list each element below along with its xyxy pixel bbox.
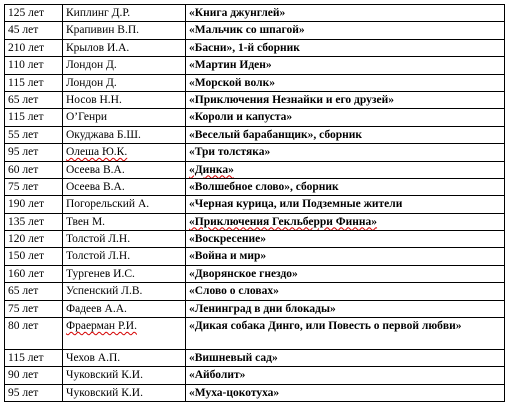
title-cell: «Приключения Незнайки и его друзей» — [186, 91, 505, 108]
author-cell: Толстой Л.Н. — [63, 248, 186, 265]
author-cell: Толстой Л.Н. — [63, 231, 186, 248]
age-cell: 110 лет — [5, 57, 63, 74]
table-row — [5, 161, 505, 178]
table-row — [5, 283, 505, 300]
table-row — [5, 384, 505, 401]
age-cell: 65 лет — [5, 91, 63, 108]
table-row — [5, 350, 505, 367]
age-cell: 150 лет — [5, 248, 63, 265]
title-cell: «Волшебное слово», сборник — [186, 178, 505, 195]
table-row — [5, 74, 505, 91]
age-cell: 95 лет — [5, 384, 63, 401]
age-cell: 190 лет — [5, 196, 63, 213]
title-cell — [186, 213, 505, 230]
table-row — [5, 213, 505, 230]
author-cell: Чуковский К.И. — [63, 367, 186, 384]
title-cell: «Веселый барабанщик», сборник — [186, 126, 505, 143]
age-cell: 55 лет — [5, 126, 63, 143]
title-cell: «Вишневый сад» — [186, 350, 505, 367]
table-row — [5, 144, 505, 161]
title-cell: «Короли и капуста» — [186, 109, 505, 126]
age-cell: 115 лет — [5, 109, 63, 126]
table-row — [5, 231, 505, 248]
author-cell — [63, 144, 186, 161]
table-row — [5, 91, 505, 108]
age-cell: 210 лет — [5, 39, 63, 56]
author-cell: Фадеев А.А. — [63, 300, 186, 317]
age-cell: 60 лет — [5, 161, 63, 178]
author-cell — [63, 318, 186, 350]
title-cell — [186, 161, 505, 178]
title-cell: «Воскресение» — [186, 231, 505, 248]
title-cell: «Мальчик со шпагой» — [186, 22, 505, 39]
author-cell: Погорельский А. — [63, 196, 186, 213]
table-row — [5, 318, 505, 350]
age-cell: 75 лет — [5, 300, 63, 317]
author-cell: Чуковский К.И. — [63, 384, 186, 401]
document-page — [4, 4, 504, 402]
age-cell: 65 лет — [5, 283, 63, 300]
anniversary-books-table — [4, 4, 505, 402]
table-row — [5, 367, 505, 384]
author-text: Фраерман Р.И. — [66, 320, 137, 333]
table-row — [5, 300, 505, 317]
table-body — [5, 5, 505, 402]
age-cell: 95 лет — [5, 144, 63, 161]
table-row — [5, 39, 505, 56]
age-cell: 120 лет — [5, 231, 63, 248]
title-cell: «Мартин Иден» — [186, 57, 505, 74]
author-cell: Осеева В.А. — [63, 178, 186, 195]
table-row — [5, 126, 505, 143]
table-row — [5, 265, 505, 282]
title-text: «Динка» — [189, 163, 234, 176]
author-cell: О’Генри — [63, 109, 186, 126]
age-cell: 75 лет — [5, 178, 63, 195]
table-row — [5, 22, 505, 39]
title-cell: «Книга джунглей» — [186, 5, 505, 22]
table-row — [5, 248, 505, 265]
age-cell: 115 лет — [5, 74, 63, 91]
table-row — [5, 109, 505, 126]
title-cell: «Три толстяка» — [186, 144, 505, 161]
author-cell: Носов Н.Н. — [63, 91, 186, 108]
title-cell: «Морской волк» — [186, 74, 505, 91]
author-cell: Осеева В.А. — [63, 161, 186, 178]
title-cell: «Басни», 1-й сборник — [186, 39, 505, 56]
author-cell: Тургенев И.С. — [63, 265, 186, 282]
title-cell: «Слово о словах» — [186, 283, 505, 300]
author-text: Олеша Ю.К. — [66, 146, 128, 159]
author-cell: Лондон Д. — [63, 74, 186, 91]
title-cell: «Война и мир» — [186, 248, 505, 265]
title-cell: «Дикая собака Динго, или Повесть о первой любви» — [186, 318, 505, 350]
age-cell: 125 лет — [5, 5, 63, 22]
title-cell: «Муха-цокотуха» — [186, 384, 505, 401]
author-cell: Киплинг Д.Р. — [63, 5, 186, 22]
age-cell: 80 лет — [5, 318, 63, 350]
age-cell: 90 лет — [5, 367, 63, 384]
age-cell: 115 лет — [5, 350, 63, 367]
author-cell: Крылов И.А. — [63, 39, 186, 56]
title-cell: «Ленинград в дни блокады» — [186, 300, 505, 317]
table-row — [5, 5, 505, 22]
age-cell: 160 лет — [5, 265, 63, 282]
title-text: «Приключения Гекльберри Финна» — [189, 215, 378, 228]
title-cell: «Айболит» — [186, 367, 505, 384]
title-cell: «Дворянское гнездо» — [186, 265, 505, 282]
author-cell: Крапивин В.П. — [63, 22, 186, 39]
title-cell: «Черная курица, или Подземные жители — [186, 196, 505, 213]
author-cell: Чехов А.П. — [63, 350, 186, 367]
age-cell: 45 лет — [5, 22, 63, 39]
table-row — [5, 57, 505, 74]
author-cell: Окуджава Б.Ш. — [63, 126, 186, 143]
author-cell: Твен М. — [63, 213, 186, 230]
author-cell: Лондон Д. — [63, 57, 186, 74]
age-cell: 135 лет — [5, 213, 63, 230]
author-cell: Успенский Л.В. — [63, 283, 186, 300]
table-row — [5, 196, 505, 213]
table-row — [5, 178, 505, 195]
